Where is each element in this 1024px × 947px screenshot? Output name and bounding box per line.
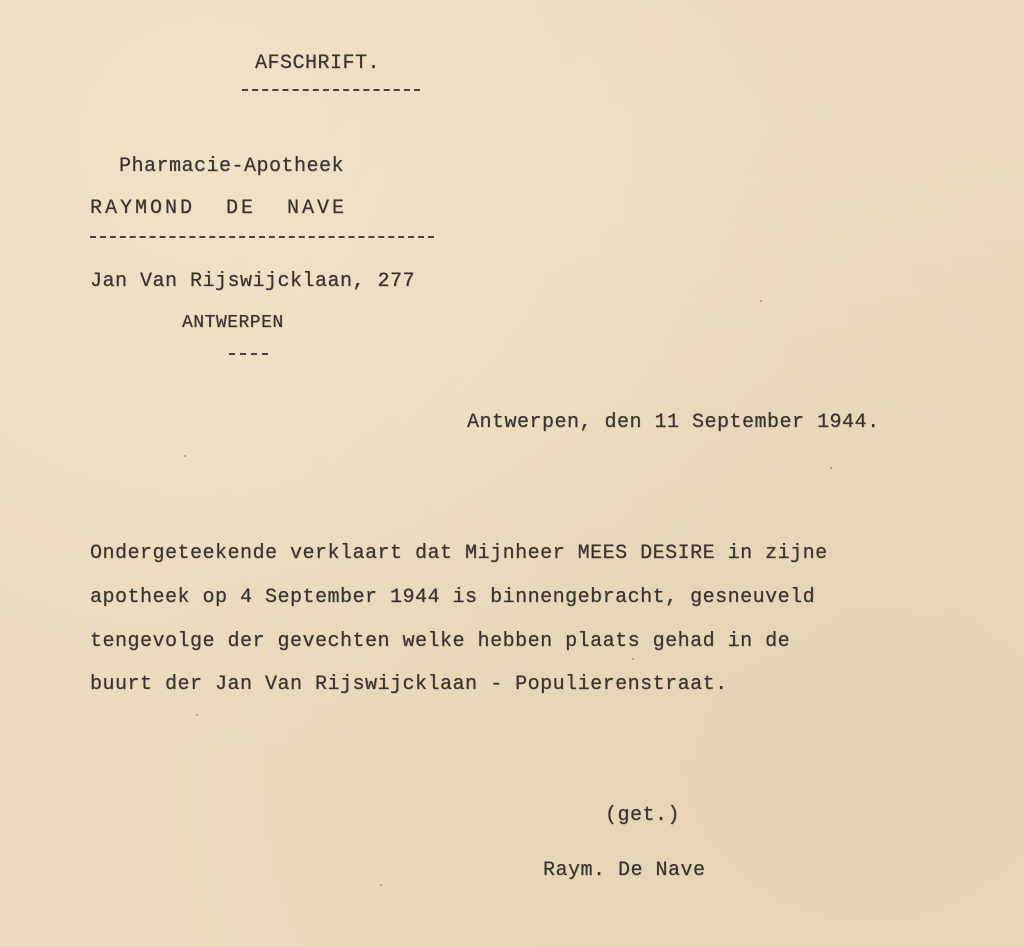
letterhead-owner-name: RAYMOND DE NAVE: [90, 197, 348, 220]
letterhead-underline: [90, 236, 434, 238]
letterhead-pharmacy-name: Pharmacie-Apotheek: [119, 155, 345, 178]
paper-speck: [380, 884, 382, 886]
body-line-4: buurt der Jan Van Rijswijcklaan - Populierenstraat.: [90, 673, 728, 696]
body-line-1: Ondergeteekende verklaart dat Mijnheer MEES DESIRE in zijne: [90, 542, 828, 565]
letterhead-address: Jan Van Rijswijcklaan, 277: [90, 270, 416, 293]
body-line-2: apotheek op 4 September 1944 is binnengebracht, gesneuveld: [90, 586, 816, 609]
body-line-3: tengevolge der gevechten welke hebben plaats gehad in de: [90, 630, 791, 653]
paper-speck: [184, 455, 186, 457]
heading-underline: [242, 89, 420, 91]
signature-name: Raym. De Nave: [543, 859, 706, 882]
date-line: Antwerpen, den 11 September 1944.: [467, 411, 880, 434]
paper-speck: [830, 467, 832, 469]
paper-speck: [760, 300, 762, 302]
document-heading: AFSCHRIFT.: [255, 52, 381, 75]
city-underline: [229, 353, 268, 355]
letterhead-city: ANTWERPEN: [182, 313, 284, 333]
signature-note: (get.): [605, 804, 681, 827]
paper-speck: [632, 658, 634, 660]
paper-speck: [196, 714, 198, 716]
